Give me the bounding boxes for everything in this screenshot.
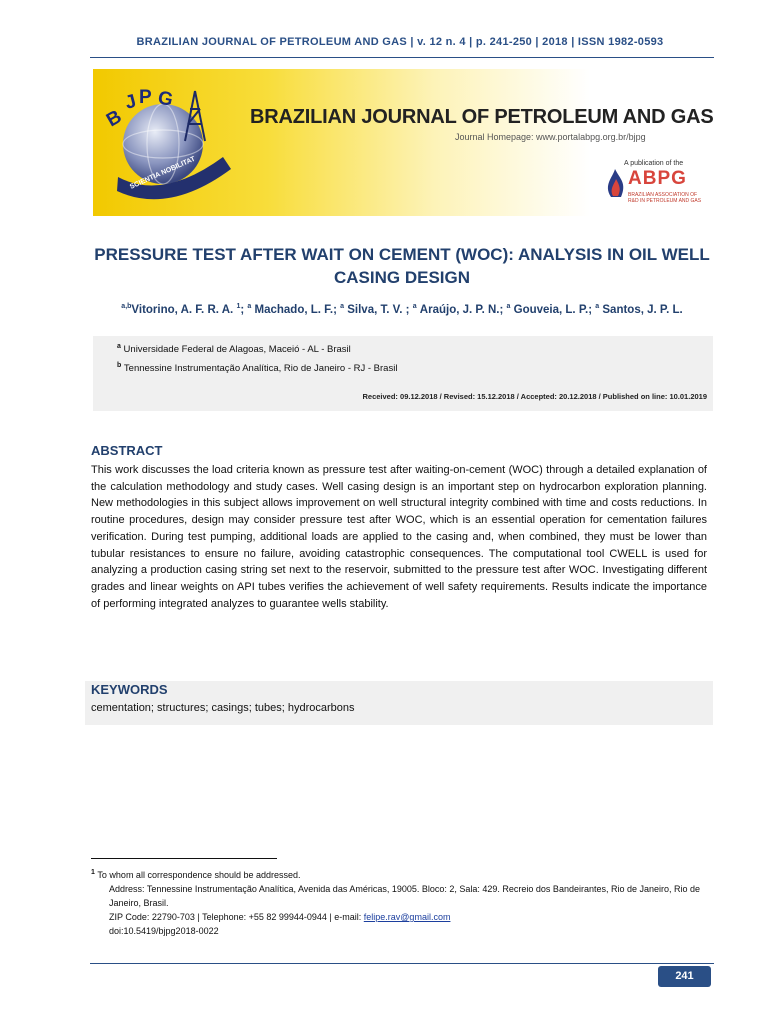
abpg-name: BRAZILIAN ASSOCIATION OF R&D IN PETROLEUM AND GAS: [628, 192, 702, 204]
email-link[interactable]: felipe.rav@gmail.com: [363, 912, 451, 922]
footnote-contact: [91, 910, 711, 924]
abstract-text: This work discusses the load criteria known as pressure test after waiting-on-cement (WOC) through a detailed explanation of the calculation methodology and study cases. Well casing design is an important step on hydrocarbon exploration planning. New methodologies in this subject allows improvement on well structural integrity combined with time and costs reductions. In routine procedures, design may consider pressure test after WOC, which is an essential operation for cementation failures verification. During test pumping, additional loads are applied to the casing and, when combined, they must be lower than tubular resistances to ensure no failure, avoiding catastrophic consequences. The computational tool CWELL is used for analyzing a production casing string set next to the reservoir, submitted to the pressure test after WOC. Investigating different grades and linear weights on API tubes verifies the achievement of well safety requirements. Results indicate the importance of performing integrated analyzes to guarantee wells stability.: [91, 464, 707, 610]
keywords-heading: KEYWORDS: [91, 682, 168, 697]
affiliation-mark: b: [117, 362, 122, 369]
svg-text:SCIENTIA NOBILITAT: SCIENTIA NOBILITAT: [128, 155, 197, 191]
footnote-rule: [91, 858, 277, 859]
svg-text:J: J: [122, 90, 139, 114]
author-footnote-mark: 1: [236, 303, 241, 310]
footnote-marker: 1: [91, 869, 95, 876]
author-name: Santos, J. P. L.: [602, 303, 683, 316]
journal-homepage: Journal Homepage: www.portalabpg.org.br/bjpg: [455, 132, 646, 142]
abpg-logo: ABPG: [628, 168, 687, 189]
affiliation-a: [117, 343, 351, 355]
footnote-address: Address: Tennessine Instrumentação Analítica, Avenida das Américas, 19005. Bloco: 2, Sala: 429. Recreio dos Bandeirantes, Rio de Janeiro, Rio de Janeiro, Brasil.: [109, 884, 701, 908]
running-head: BRAZILIAN JOURNAL OF PETROLEUM AND GAS | v. 12 n. 4 | p. 241-250 | 2018 | ISSN 1982-0593: [136, 36, 664, 48]
author-name: Araújo, J. P. N.: [419, 303, 500, 316]
author-name: Gouveia, L. P.: [513, 303, 589, 316]
bjpg-logo: [93, 69, 714, 216]
author-affil-mark: a: [595, 303, 600, 310]
author-affil-mark: a: [340, 303, 345, 310]
journal-title: BRAZILIAN JOURNAL OF PETROLEUM AND GAS: [250, 106, 714, 128]
svg-text:G: G: [155, 87, 175, 111]
affiliation-text: Universidade Federal de Alagoas, Maceió - AL - Brasil: [123, 344, 351, 356]
author-affil-mark: a,b: [121, 303, 132, 310]
author-name: Machado, L. F.: [254, 303, 334, 316]
header-rule: [90, 57, 714, 58]
affiliation-text: Tennessine Instrumentação Analítica, Rio de Janeiro - RJ - Brasil: [123, 363, 398, 375]
affiliation-mark: a: [117, 343, 121, 350]
footer-rule: [90, 963, 714, 964]
keywords-text: cementation; structures; casings; tubes; hydrocarbons: [91, 702, 355, 714]
footnote-doi: doi:10.5419/bjpg2018-0022: [109, 926, 219, 936]
affiliation-b: [117, 362, 397, 374]
svg-text:P: P: [139, 87, 152, 108]
footnote: [91, 866, 711, 938]
publication-of-label: A publication of the: [624, 160, 684, 167]
author-affil-mark: a: [412, 303, 417, 310]
page-number-badge: 241: [658, 966, 711, 987]
author-list: $^{a,b}$Vitorino, A. F. R. A. $^1$; $^a$ Machado, L. F.; $^a$ Silva, T. V. ; $^a$ Araújo, J. P. N.; $^a$ Gouveia, L. P.; $^a$ Santos, J. P. L.: [121, 303, 683, 316]
abstract-heading: ABSTRACT: [91, 443, 163, 458]
author-affil-mark: a: [506, 303, 511, 310]
author-name: Vitorino, A. F. R. A.: [131, 303, 234, 316]
footnote-contact-text: ZIP Code: 22790-703 | Telephone: +55 82 99944-0944 | e-mail:: [109, 912, 364, 922]
abpg-flame-icon: [608, 169, 623, 197]
footnote-line: [91, 866, 711, 882]
svg-text:B: B: [103, 106, 126, 132]
article-title: PRESSURE TEST AFTER WAIT ON CEMENT (WOC): ANALYSIS IN OIL WELL CASING DESIGN: [94, 245, 710, 287]
author-name: Silva, T. V.: [347, 303, 406, 316]
author-affil-mark: a: [247, 303, 252, 310]
publication-dates: Received: 09.12.2018 / Revised: 15.12.2018 / Accepted: 20.12.2018 / Published on line: 10.01.2019: [362, 392, 707, 401]
journal-banner: [93, 69, 714, 216]
footnote-correspondence: To whom all correspondence should be addressed.: [97, 870, 301, 880]
